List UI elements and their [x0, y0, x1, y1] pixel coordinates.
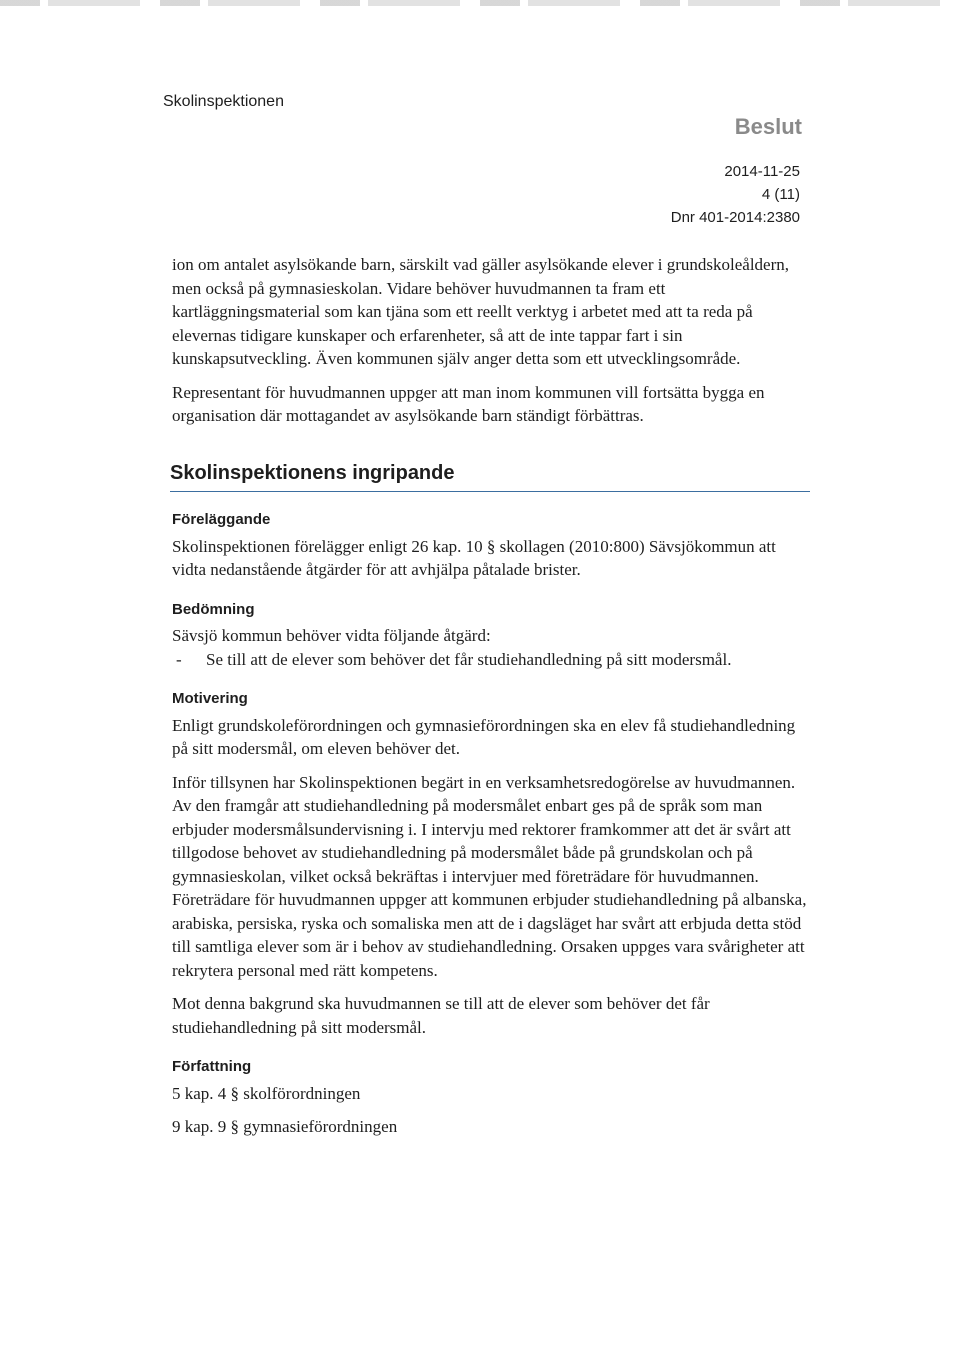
subheading-forfattning: Författning: [172, 1058, 252, 1075]
forelaggande-text: Skolinspektionen förelägger enligt 26 kap. 10 § skollagen (2010:800) Sävsjökommun att vidta nedanstående åtgärder för att avhjälpa påtalade brister.: [172, 536, 776, 579]
statute-reference: 5 kap. 4 § skolförordningen: [172, 1083, 361, 1103]
document-meta: [671, 160, 800, 229]
bullet-marker: -: [176, 649, 182, 669]
body-paragraph: ion om antalet asylsökande barn, särskilt vad gäller asylsökande elever i grundskoleåldern, men också på gymnasieskolan. Vidare behöver huvudmannen ta fram ett kartläggningsmaterial som kan tjäna som ett reellt verktyg i arbetet med att ta reda på elevernas tidigare kunskaper och erfarenheter, så att de inte tappar fart i sin kunskapsutveckling. Även kommunen själv anger detta som ett utvecklingsområde.: [172, 255, 790, 368]
document-body: [172, 253, 812, 1149]
section-title: Skolinspektionens ingripande: [170, 462, 810, 493]
subheading-motivering: Motivering: [172, 690, 248, 707]
scan-artifact: [0, 0, 960, 6]
subheading-bedomning: Bedömning: [172, 600, 255, 618]
motivering-paragraph: Enligt grundskoleförordningen och gymnasieförordningen ska en elev få studiehandledning på sitt modersmål, om eleven behöver det.: [172, 715, 796, 758]
bedomning-intro: Sävsjö kommun behöver vidta följande åtgärd:: [172, 626, 491, 645]
bullet-text: Se till att de elever som behöver det får studiehandledning på sitt modersmål.: [206, 649, 732, 669]
statute-reference: 9 kap. 9 § gymnasieförordningen: [172, 1117, 398, 1136]
subheading-forelaggande: Föreläggande: [172, 511, 271, 528]
reference-number: Dnr 401-2014:2380: [670, 209, 800, 226]
motivering-paragraph: Inför tillsynen har Skolinspektionen begärt in en verksamhetsredogörelse av huvudmannen. Av den framgår att studiehandledning på modersmålet enbart ges på de språk som man erbjuder modersmålsundervisning i. I intervju med rektorer framkommer att det är svårt att tillgodose behovet av studiehandledning på modersmålet både på grundskolan och på gymnasieskolan, vilket också bekräftas i intervjuer med företrädare för huvudmannen. Företrädare för huvudmannen uppger att kommunen erbjuder studiehandledning på albanska, arabiska, persiska, ryska och somaliska men att de i dagsläget har svårt att erbjuda detta stöd till samtliga elever som är i behov av studiehandledning. Orsaken uppges vara svårigheter att rekrytera personal med rätt kompetens.: [172, 772, 807, 980]
document-type: Beslut: [734, 114, 802, 139]
page-number: 4 (11): [761, 186, 800, 203]
motivering-paragraph: Mot denna bakgrund ska huvudmannen se till att de elever som behöver det får studiehandledning på sitt modersmål.: [172, 994, 710, 1037]
document-date: 2014-11-25: [724, 163, 800, 180]
organization-name: Skolinspektionen: [163, 93, 284, 110]
body-paragraph: Representant för huvudmannen uppger att man inom kommunen vill fortsätta bygga en organisation där mottagandet av asylsökande barn ständigt förbättras.: [172, 382, 765, 425]
list-item: [172, 648, 812, 672]
